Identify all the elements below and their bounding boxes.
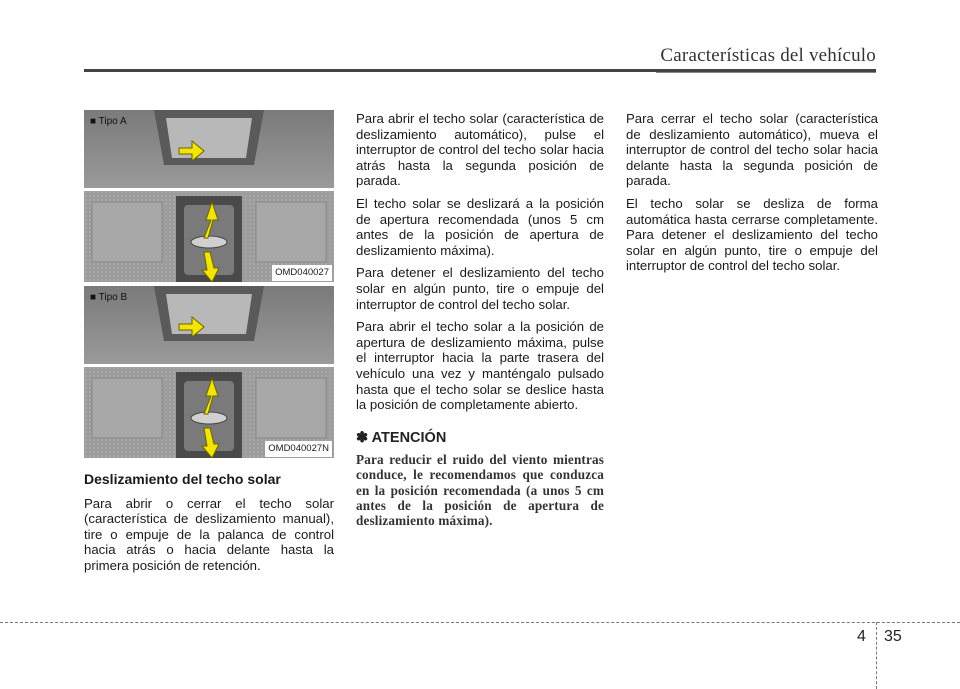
figure-b-code: OMD040027N [265, 441, 332, 457]
paragraph: El techo solar se desliza de forma automática hasta cerrarse completamente. Para detener el deslizamiento del techo solar en algún punto, tire o empuje del interruptor de control del techo solar. [626, 195, 878, 274]
page-number: 35 [884, 628, 902, 645]
figure-a-code: OMD040027 [272, 265, 332, 281]
column-1 [84, 110, 334, 581]
column-2 [356, 111, 604, 528]
header-rule-thin [656, 72, 876, 73]
caution-heading: ✽ ATENCIÓN [356, 429, 447, 446]
figure-type-a [84, 110, 334, 282]
figure-a-label: ■ Tipo A [90, 116, 127, 127]
paragraph: Para abrir el techo solar (característica de deslizamiento automático), pulse el interruptor de control del techo solar hacia atrás hasta la segunda posición de parada. [356, 111, 604, 189]
paragraph: Para detener el deslizamiento del techo solar en algún punto, tire o empuje del interruptor de control del techo solar. [356, 265, 604, 312]
header-title: Características del vehículo [660, 45, 876, 66]
figure-b-label: ■ Tipo B [90, 292, 128, 303]
footer-divider [0, 622, 960, 623]
column-3 [626, 111, 878, 281]
paragraph: Para cerrar el techo solar (característica de deslizamiento automático), mueva el interruptor de control del techo solar hacia delante hasta la segunda posición de parada. [626, 111, 878, 189]
section-heading: Deslizamiento del techo solar [84, 471, 281, 487]
figure-b-illustration [84, 286, 334, 458]
section-intro: Para abrir o cerrar el techo solar (característica de deslizamiento manual), tire o empuje de la palanca de control hacia atrás o hacia delante hasta la primera posición de retención. [84, 495, 334, 573]
figure-a-illustration [84, 110, 334, 282]
paragraph: Para abrir el techo solar a la posición de apertura de deslizamiento máxima, pulse el interruptor hacia la parte trasera del vehículo una vez y manténgalo pulsado hasta que el techo solar se deslice hasta la posición de completamente abierto. [356, 319, 604, 413]
caution-body: Para reducir el ruido del viento mientras conduce, le recomendamos que conduzca en la posición recomendada (a unos 5 cm antes de la posición de apertura de deslizamiento máxima). [356, 452, 604, 529]
chapter-number: 4 [857, 628, 866, 645]
footer-vertical-divider [876, 622, 877, 689]
figure-type-b [84, 286, 334, 458]
paragraph: El techo solar se deslizará a la posición de apertura recomendada (unos 5 cm antes de la posición de apertura de deslizamiento máxima). [356, 195, 604, 258]
